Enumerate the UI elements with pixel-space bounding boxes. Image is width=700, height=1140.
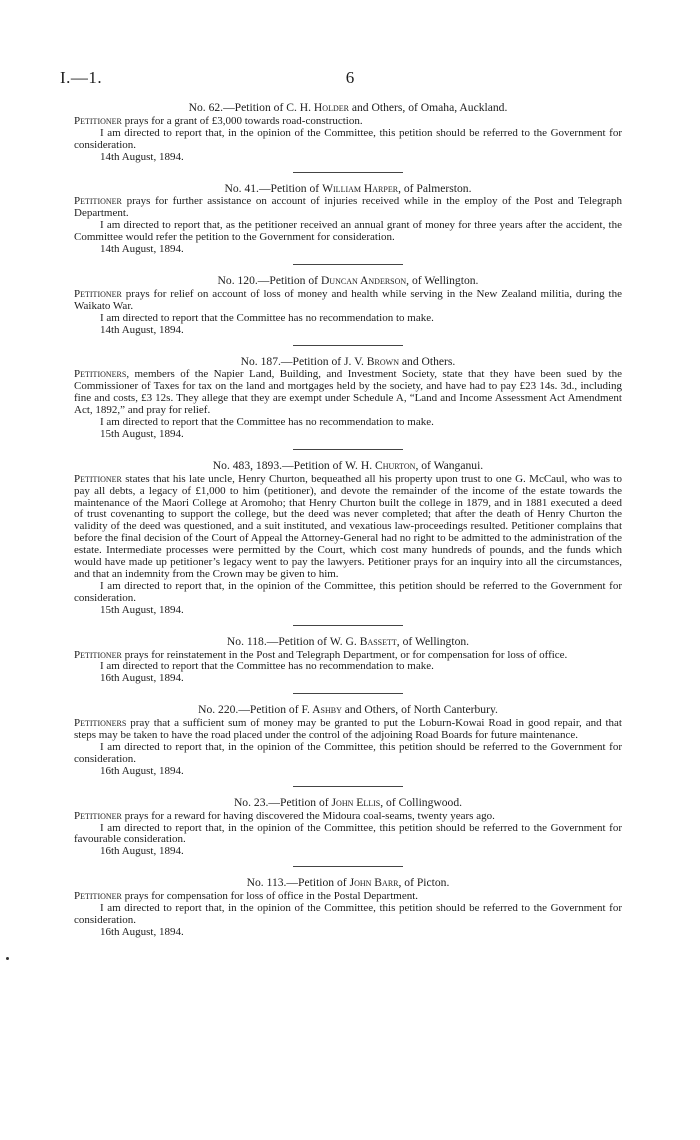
page-number: 6 [345, 68, 355, 87]
section-divider [293, 172, 403, 173]
petition-120 [74, 275, 622, 337]
section-divider [293, 693, 403, 694]
petitions-body [74, 102, 622, 939]
petition-heading: No. 483, 1893.—Petition of W. H. Churton, of Wanganui. [212, 458, 484, 472]
petition-220 [74, 704, 622, 777]
report-date: 14th August, 1894. [100, 150, 184, 163]
petition-118 [74, 636, 622, 686]
committee-report: I am directed to report that, in the opinion of the Committee, this petition should be referred to the Government for consideration. [74, 579, 622, 604]
committee-report: I am directed to report that the Committee has no recommendation to make. [100, 416, 434, 429]
petition-187 [74, 356, 622, 441]
petition-prayer: Petitioner prays for a grant of £3,000 towards road-construction. [74, 114, 363, 127]
petition-prayer: Petitioner prays for relief on account of loss of money and health while serving in the New Zealand militia, during the Waikato War. [74, 287, 622, 312]
petition-prayer: Petitioners pray that a sufficient sum of money may be granted to put the Loburn-Kowai Road in good repair, and that steps may be taken to have the road placed under the control of the adjoining Road Boards for future maintenance. [74, 717, 622, 742]
petition-heading: No. 41.—Petition of William Harper, of Palmerston. [224, 181, 472, 195]
petition-prayer: Petitioner states that his late uncle, Henry Churton, bequeathed all his property upon trust to one G. McCaul, who was to pay all debts, a legacy of £1,000 to him (petitioner), and devote the remainder of the income of the estate towards the maintenance of the Maori College at Aromoho; that Henry Churton built the college in 1879, and in 1881 executed a deed of trust covenanting to support the college, but the deed was never completed; that after the death of Henry Churton the validity of the deed was questioned, and a suit instituted, and vexatious law-proceedings resulted. Petitioner complains that before the final decision of the Court of Appeal the Attorney-General had no right to be admitted to the administration of the estate. Intermediate processes were permitted by the Court, which cost many hundreds of pounds, and the funds which would have made up petitioner’s legacy went to pay the lawyers. Petitioner prays for an inquiry into all the circumstances, and that an indemnity from the Crown may be given to him. [74, 472, 622, 580]
petition-prayer: Petitioners, members of the Napier Land, Building, and Investment Society, state that they have been sued by the Commissioner of Taxes for tax on the land and mortgages held by the society, and have had to pay £23 14s. 3d., including fine and costs, £3 12s. They allege that they are exempt under Schedule A, “Land and Income Assessment Act Amendment Act, 1892,” and pray for relief. [74, 368, 622, 417]
petition-prayer: Petitioner prays for reinstatement in the Post and Telegraph Department, or for compensation for loss of office. [74, 648, 568, 661]
section-divider [293, 866, 403, 867]
report-date: 16th August, 1894. [100, 672, 184, 685]
section-divider [293, 345, 403, 346]
section-divider [293, 449, 403, 450]
report-date: 16th August, 1894. [100, 925, 184, 938]
petition-23 [74, 797, 622, 859]
committee-report: I am directed to report that, in the opinion of the Committee, this petition should be referred to the Government for consideration. [74, 740, 622, 765]
petition-62 [74, 102, 622, 164]
petition-heading: No. 113.—Petition of John Barr, of Picton. [246, 876, 450, 890]
committee-report: I am directed to report that, in the opinion of the Committee, this petition should be referred to the Government for consideration. [74, 902, 622, 926]
petition-483 [74, 460, 622, 617]
report-date: 15th August, 1894. [100, 603, 184, 616]
section-divider [293, 625, 403, 626]
petition-prayer: Petitioner prays for a reward for having discovered the Midoura coal-seams, twenty years ago. [74, 809, 495, 822]
committee-report: I am directed to report that, in the opinion of the Committee, this petition should be referred to the Government for consideration. [74, 126, 622, 151]
report-date: 16th August, 1894. [100, 764, 184, 777]
petition-heading: No. 118.—Petition of W. G. Bassett, of Wellington. [226, 634, 470, 648]
report-date: 14th August, 1894. [100, 323, 184, 336]
petition-heading: No. 220.—Petition of F. Ashby and Others, of North Canterbury. [198, 703, 498, 717]
petition-prayer: Petitioner prays for further assistance on account of injuries received while in the employ of the Post and Telegraph Department. [74, 195, 622, 220]
committee-report: I am directed to report that the Committee has no recommendation to make. [100, 311, 434, 324]
committee-report: I am directed to report that, as the petitioner received an annual grant of money for three years after the accident, the Committee would refer the petition to the Government for consideration. [74, 219, 622, 244]
petition-heading: No. 187.—Petition of J. V. Brown and Others. [240, 354, 456, 368]
margin-mark [6, 957, 9, 960]
section-divider [293, 786, 403, 787]
petition-heading: No. 62.—Petition of C. H. Holder and Others, of Omaha, Auckland. [188, 101, 508, 114]
report-date: 16th August, 1894. [100, 845, 184, 858]
petition-41 [74, 183, 622, 256]
petition-heading: No. 23.—Petition of John Ellis, of Collingwood. [233, 795, 463, 809]
page-reference: I.—1. [60, 68, 103, 87]
committee-report: I am directed to report that the Committee has no recommendation to make. [100, 660, 434, 673]
committee-report: I am directed to report that, in the opinion of the Committee, this petition should be referred to the Government for favourable consideration. [74, 821, 622, 846]
section-divider [293, 264, 403, 265]
report-date: 14th August, 1894. [100, 243, 184, 256]
report-date: 15th August, 1894. [100, 427, 184, 440]
petition-prayer: Petitioner prays for compensation for loss of office in the Postal Department. [74, 890, 419, 903]
petition-heading: No. 120.—Petition of Duncan Anderson, of Wellington. [217, 273, 479, 287]
petition-113 [74, 877, 622, 939]
